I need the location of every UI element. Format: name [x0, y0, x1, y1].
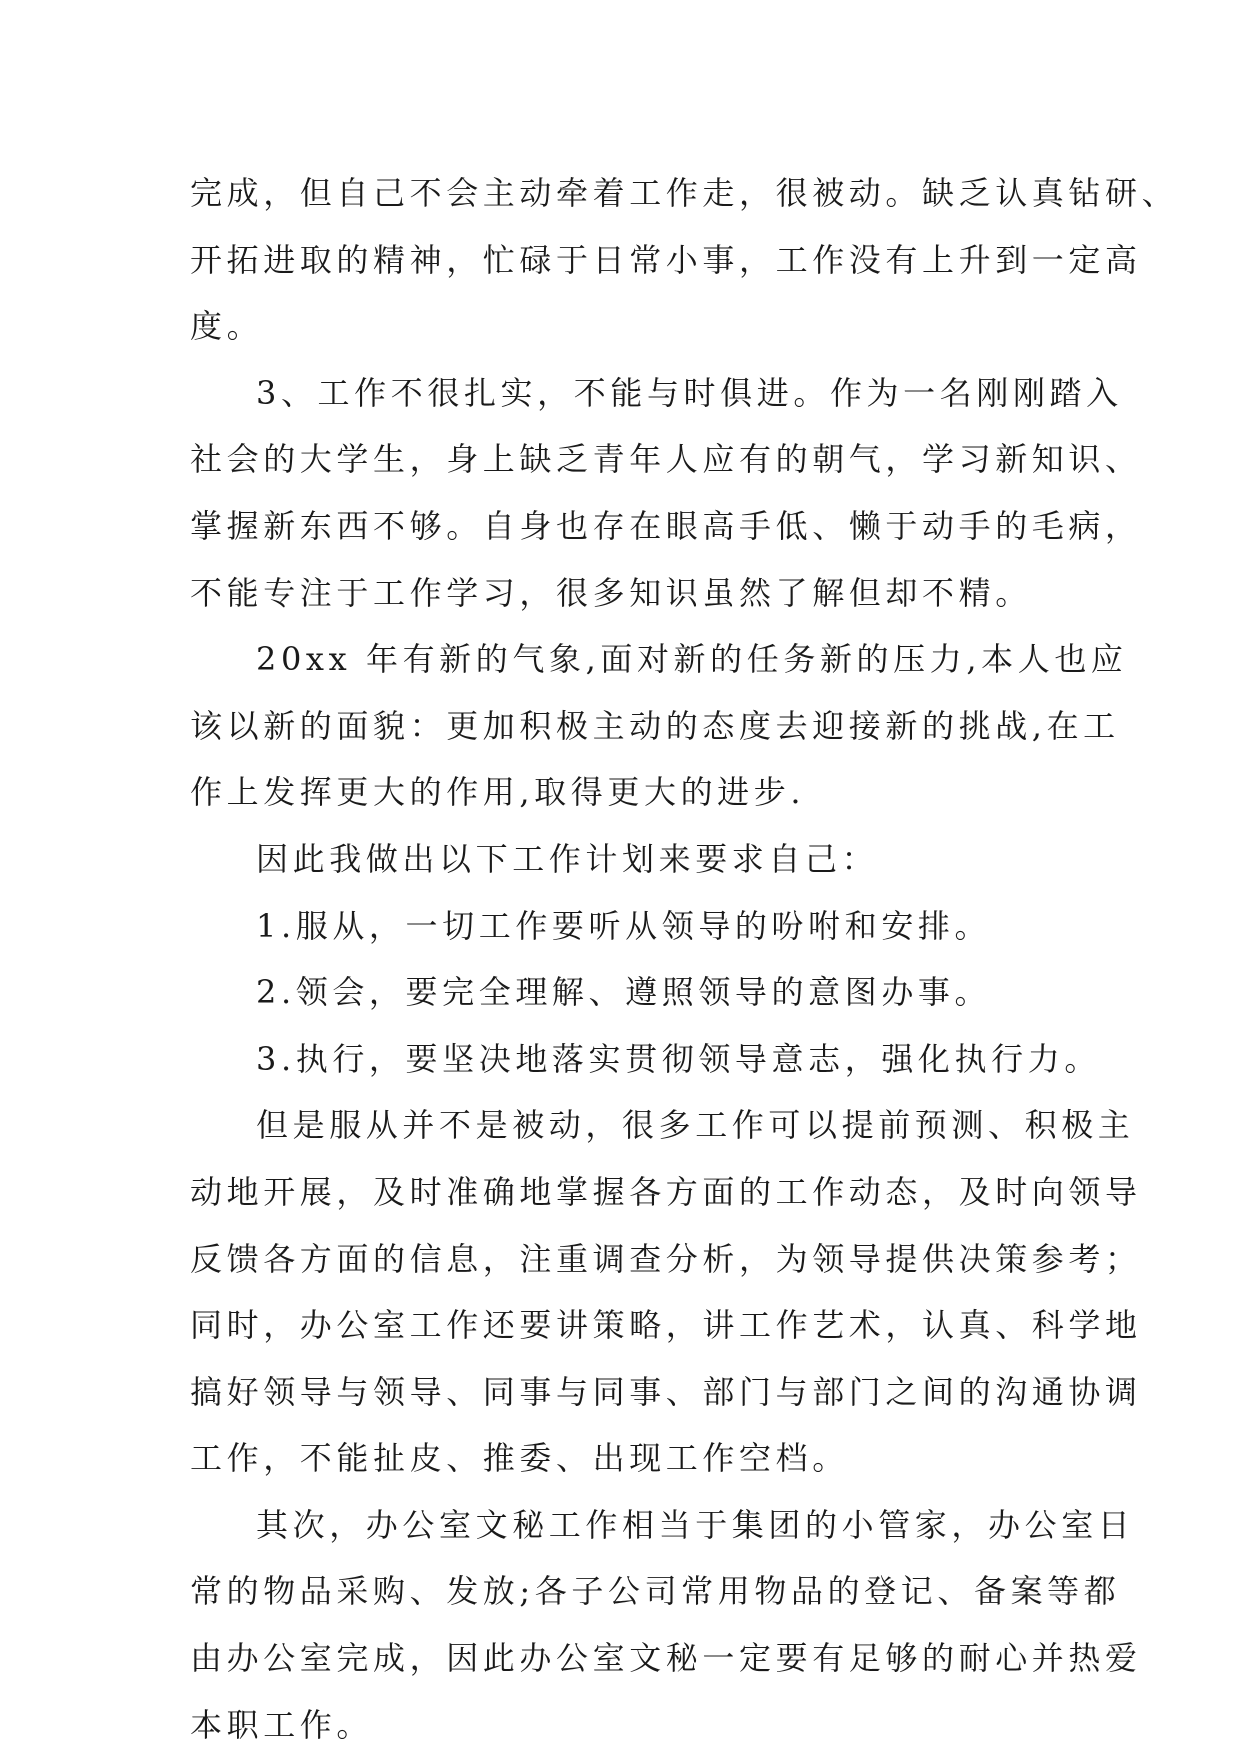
- document-body: [190, 160, 1179, 1758]
- text-line: 工作，不能扯皮、推委、出现工作空档。: [190, 1439, 849, 1478]
- text-line: 3、工作不很扎实，不能与时俱进。作为一名刚刚踏入: [256, 373, 1123, 412]
- text-line: 由办公室完成，因此办公室文秘一定要有足够的耐心并热爱: [190, 1639, 1142, 1678]
- text-line: 不能专注于工作学习，很多知识虽然了解但却不精。: [190, 573, 1032, 612]
- text-line: 该以新的面貌：更加积极主动的态度去迎接新的挑战,在工: [190, 706, 1120, 745]
- text-line: 动地开展，及时准确地掌握各方面的工作动态，及时向领导: [190, 1172, 1142, 1211]
- text-line: 掌握新东西不够。自身也存在眼高手低、懒于动手的毛病，: [190, 506, 1142, 545]
- text-line: 反馈各方面的信息，注重调查分析，为领导提供决策参考；: [190, 1239, 1142, 1278]
- text-line: 因此我做出以下工作计划来要求自己：: [256, 839, 879, 878]
- text-line: 20xx 年有新的气象,面对新的任务新的压力,本人也应: [256, 640, 1128, 679]
- text-line: 1.服从，一切工作要听从领导的吩咐和安排。: [256, 906, 992, 945]
- text-line: 常的物品采购、发放;各子公司常用物品的登记、备案等都: [190, 1572, 1121, 1611]
- text-line: 3.执行，要坚决地落实贯彻领导意志，强化执行力。: [256, 1039, 1101, 1078]
- text-line: 本职工作。: [190, 1705, 374, 1744]
- text-line: 作上发挥更大的作用,取得更大的进步.: [190, 773, 806, 812]
- text-line: 度。: [190, 307, 264, 346]
- text-line: 完成，但自己不会主动牵着工作走，很被动。缺乏认真钻研、: [190, 174, 1179, 212]
- text-line: 搞好领导与领导、同事与同事、部门与部门之间的沟通协调: [190, 1372, 1142, 1411]
- text-line: 社会的大学生，身上缺乏青年人应有的朝气，学习新知识、: [190, 440, 1142, 479]
- text-line: 开拓进取的精神，忙碌于日常小事，工作没有上升到一定高: [190, 240, 1142, 279]
- text-line: 其次，办公室文秘工作相当于集团的小管家，办公室日: [256, 1505, 1135, 1544]
- text-line: 2.领会，要完全理解、遵照领导的意图办事。: [256, 973, 992, 1012]
- text-line: 但是服从并不是被动，很多工作可以提前预测、积极主: [256, 1106, 1135, 1145]
- text-line: 同时，办公室工作还要讲策略，讲工作艺术，认真、科学地: [190, 1306, 1142, 1345]
